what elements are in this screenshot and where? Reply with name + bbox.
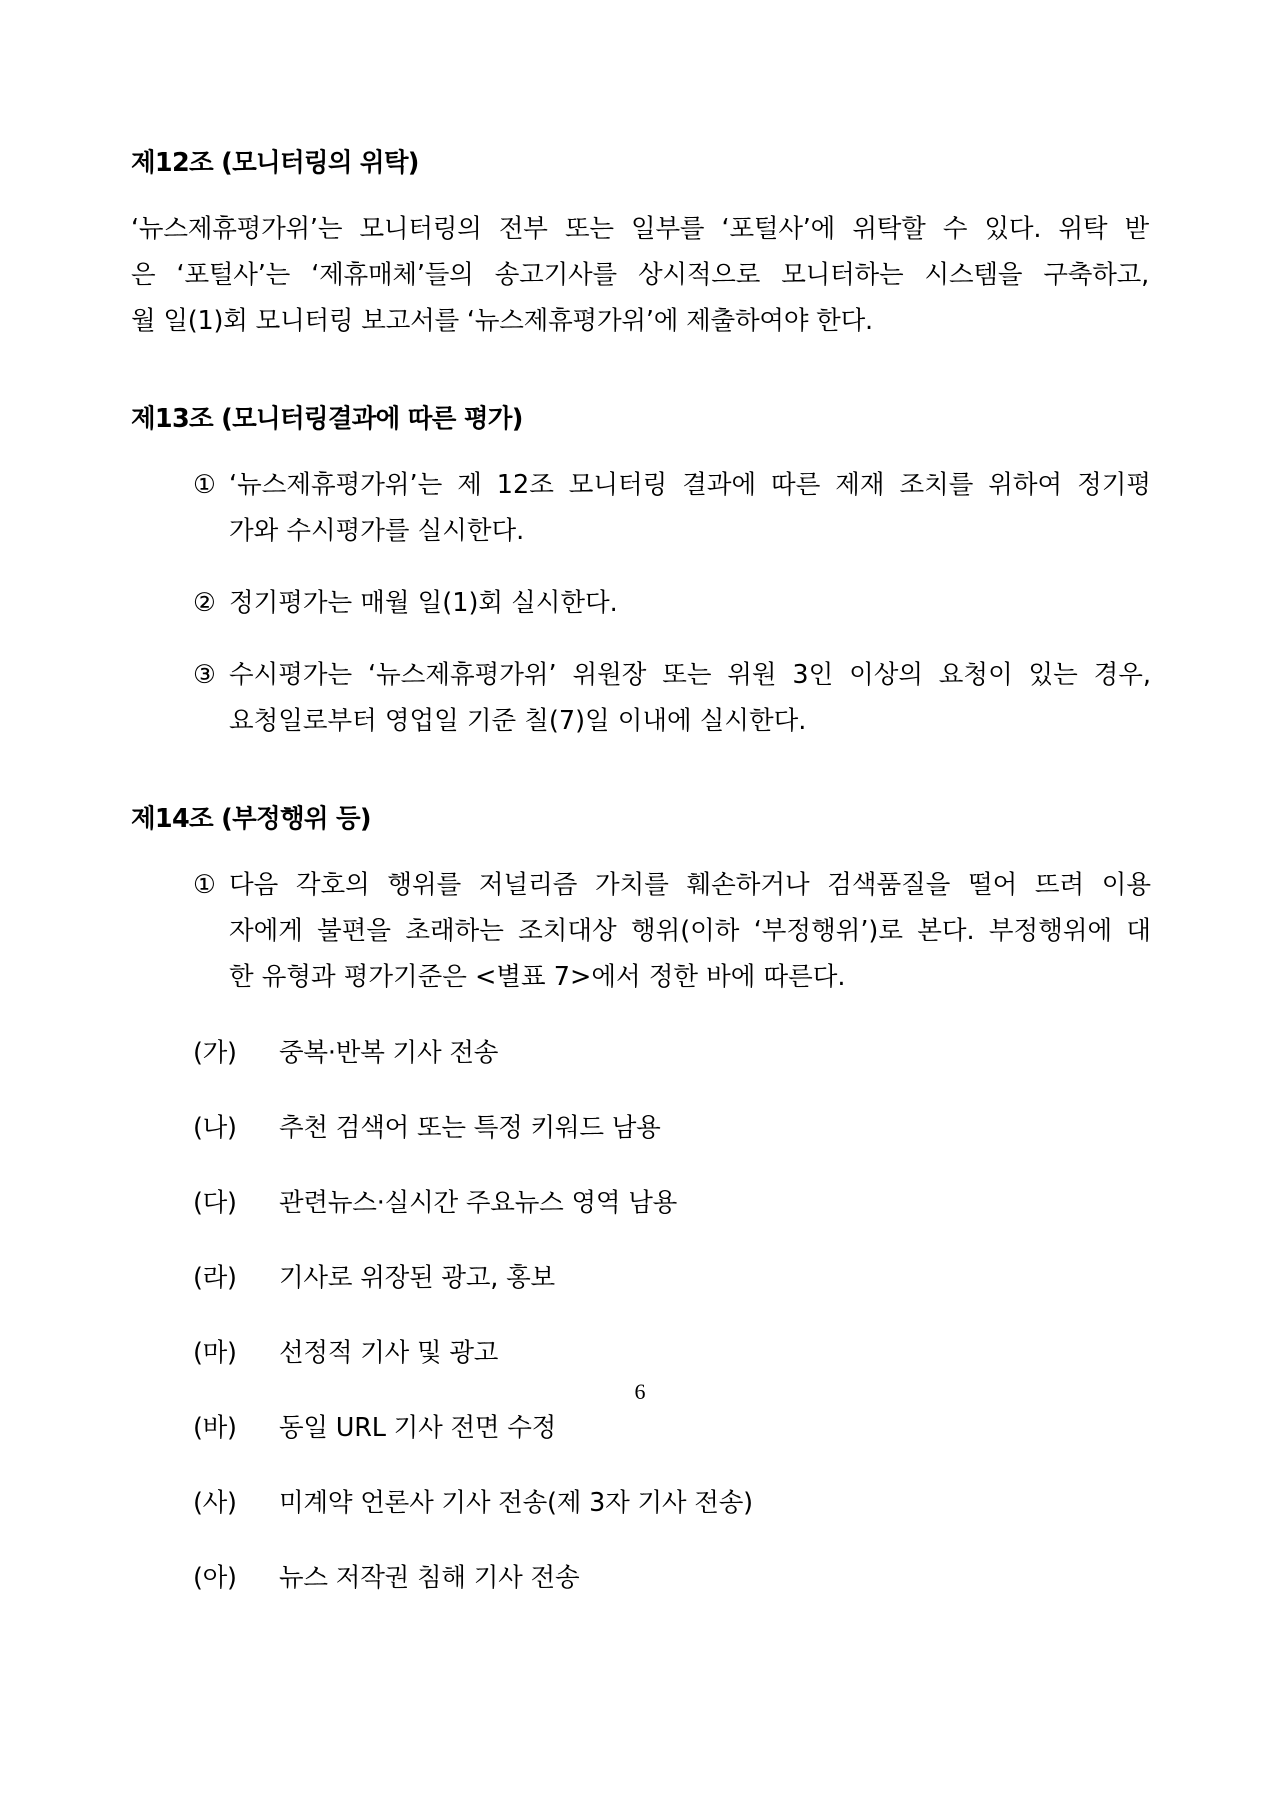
- article-heading-12: 제12조 (모니터링의 위탁): [131, 148, 419, 178]
- list-item-marker: (다): [193, 1187, 237, 1218]
- article-12-paragraph: [131, 206, 1149, 344]
- list-item-label: 기사로 위장된 광고, 홍보: [279, 1262, 555, 1293]
- clause-text: [229, 462, 1151, 554]
- clause-line: 한 유형과 평가기준은 <별표 7>에서 정한 바에 따른다.: [229, 961, 846, 992]
- paragraph-line: ‘뉴스제휴평가위’는 모니터링의 전부 또는 일부를 ‘포털사’에 위탁할 수 있다. 위탁 받: [131, 213, 1149, 244]
- clause-text: [229, 580, 1151, 626]
- prohibited-acts-list: [131, 1030, 1151, 1601]
- list-item-marker: (나): [193, 1112, 237, 1143]
- paragraph-line: 월 일(1)회 모니터링 보고서를 ‘뉴스제휴평가위’에 제출하여야 한다.: [131, 305, 873, 336]
- clause-13-1: [131, 462, 1151, 554]
- list-item-marker: (라): [193, 1262, 237, 1293]
- list-item-marker: (사): [193, 1487, 237, 1518]
- list-item: [131, 1330, 1151, 1376]
- clause-marker: ②: [193, 587, 216, 618]
- list-item-label: 미계약 언론사 기사 전송(제 3자 기사 전송): [279, 1487, 753, 1518]
- spacer: [131, 836, 1151, 862]
- clause-text: [229, 652, 1151, 744]
- list-item: [131, 1480, 1151, 1526]
- clause-line: 요청일로부터 영업일 기준 칠(7)일 이내에 실시한다.: [229, 705, 807, 736]
- spacer: [131, 344, 1151, 404]
- clause-line: 다음 각호의 행위를 저널리즘 가치를 훼손하거나 검색품질을 떨어 뜨려 이용: [229, 869, 1151, 900]
- clause-text: [229, 862, 1151, 1000]
- clause-line: 정기평가는 매월 일(1)회 실시한다.: [229, 587, 618, 618]
- list-item-marker: (가): [193, 1037, 237, 1068]
- clause-line: ‘뉴스제휴평가위’는 제 12조 모니터링 결과에 따른 제재 조치를 위하여 정기평: [229, 469, 1151, 500]
- clause-marker: ①: [193, 469, 216, 500]
- list-item: [131, 1255, 1151, 1301]
- clause-line: 자에게 불편을 초래하는 조치대상 행위(이하 ‘부정행위’)로 본다. 부정행위에 대: [229, 915, 1151, 946]
- clause-14-1: [131, 862, 1151, 1000]
- clause-line: 가와 수시평가를 실시한다.: [229, 515, 525, 546]
- clause-marker: ③: [193, 659, 216, 690]
- clause-13-2: [131, 580, 1151, 626]
- spacer: [131, 436, 1151, 462]
- clause-line: 수시평가는 ‘뉴스제휴평가위’ 위원장 또는 위원 3인 이상의 요청이 있는 경우,: [229, 659, 1151, 690]
- spacer: [131, 180, 1151, 206]
- clause-marker: ①: [193, 869, 216, 900]
- list-item-marker: (마): [193, 1337, 237, 1368]
- list-item-label: 추천 검색어 또는 특정 키워드 남용: [279, 1112, 661, 1143]
- page-number: 6: [634, 1379, 646, 1404]
- list-item-label: 중복·반복 기사 전송: [279, 1037, 499, 1068]
- list-item: [131, 1555, 1151, 1601]
- list-item: [131, 1405, 1151, 1451]
- list-item-marker: (아): [193, 1562, 237, 1593]
- list-item-label: 동일 URL 기사 전면 수정: [279, 1412, 557, 1443]
- paragraph-line: 은 ‘포털사’는 ‘제휴매체’들의 송고기사를 상시적으로 모니터하는 시스템을 구축하고,: [131, 259, 1149, 290]
- clause-13-3: [131, 652, 1151, 744]
- list-item: [131, 1180, 1151, 1226]
- spacer: [131, 744, 1151, 804]
- article-heading-14: 제14조 (부정행위 등): [131, 803, 371, 834]
- list-item-label: 뉴스 저작권 침해 기사 전송: [279, 1562, 580, 1593]
- list-item-label: 선정적 기사 및 광고: [279, 1337, 499, 1368]
- list-item-marker: (바): [193, 1412, 237, 1443]
- list-item-label: 관련뉴스·실시간 주요뉴스 영역 남용: [279, 1187, 678, 1218]
- list-item: [131, 1030, 1151, 1076]
- list-item: [131, 1105, 1151, 1151]
- article-heading-13: 제13조 (모니터링결과에 따른 평가): [131, 403, 523, 434]
